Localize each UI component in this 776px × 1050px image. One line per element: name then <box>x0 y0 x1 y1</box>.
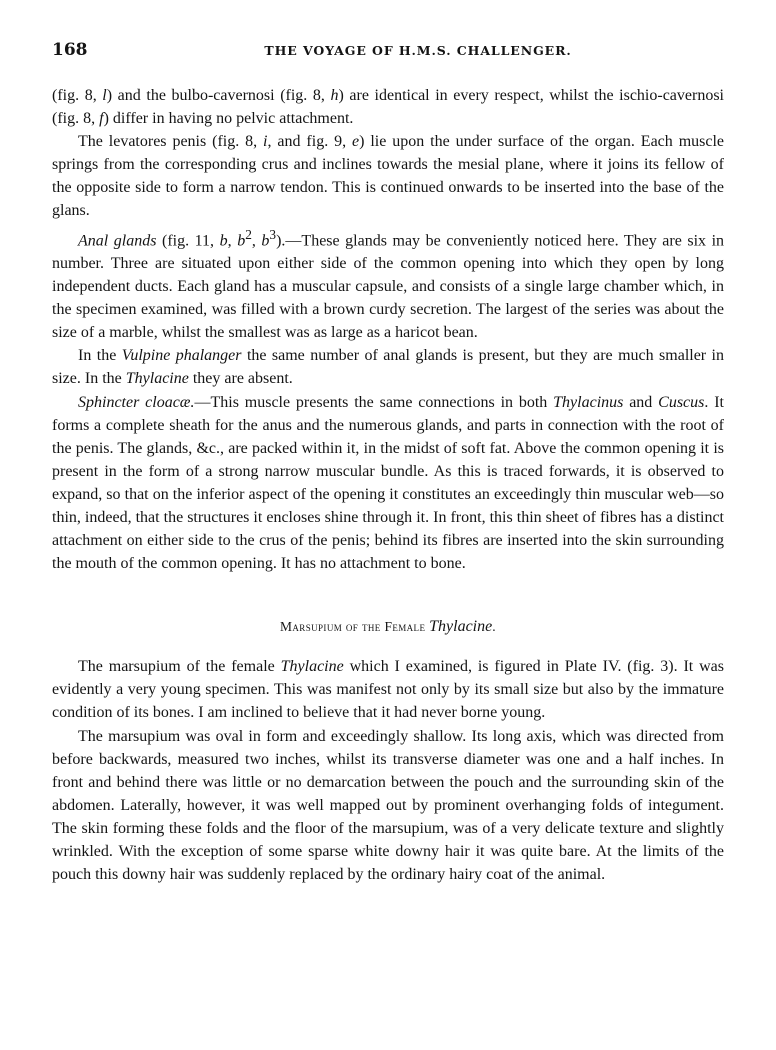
paragraph-sphincter-cloacae: Sphincter cloacæ.—This muscle presents the same connections in both Thylacinus and Cuscus. It forms a complete sheath for the anus and the numerous glands, and parts in connection with the root of the penis. The glands, &c., are packed within it, in the midst of soft fat. Above the common opening it is present in the form of a strong narrow muscular bundle. As this is traced forwards, it is observed to expand, so that on the inferior aspect of the opening it constitutes an exceedingly thin muscular web—so thin, indeed, that the structures it encloses shine through it. In front, this thin sheet of fibres has a distinct attachment on either side to the crus of the penis; behind its fibres are inserted into the skin surrounding the mouth of the common opening. It has no attachment to bone. <box>52 393 724 573</box>
paragraph-levatores-penis: The levatores penis (fig. 8, i, and fig. 9, e) lie upon the under surface of the organ. Each muscle springs from the corresponding crus and inclines towards the mesial plane, where it joins its fellow of the opposite side to form a narrow tendon. This is continued onwards to be inserted into the base of the glans. <box>52 133 725 220</box>
paragraph-vulpine-phalanger: In the Vulpine phalanger the same number of anal glands is present, but they are much smaller in size. In the Thylacine they are absent. <box>52 347 725 388</box>
page-header <box>52 40 724 64</box>
page-body <box>52 84 724 886</box>
paragraph-marsupium-intro: The marsupium of the female Thylacine which I examined, is figured in Plate IV. (fig. 3). It was evidently a very young specimen. This was manifest not only by its small size but also by the immature condition of its bones. I am inclined to believe that it had never borne young. <box>52 658 725 722</box>
section-heading: Marsupium of the Female Thylacine. <box>280 618 496 636</box>
running-title: THE VOYAGE OF H.M.S. CHALLENGER. <box>264 43 572 58</box>
page-number: 168 <box>52 40 88 60</box>
paragraph-anal-glands: Anal glands (fig. 11, b, $b^2$, $b^3).—These$ glands may be conveniently noticed here. They are six in number. Three are situated upon either side of the common opening into which they open by long independent ducts. Each gland has a muscular capsule, and consists of a single large chamber which, in the specimen examined, was filled with a brown curdy secretion. The largest of the series was about the size of a marble, whilst the smallest was as large as a haricot bean. <box>52 226 725 342</box>
paragraph-muscles-continued: (fig. 8, l) and the bulbo-cavernosi (fig. 8, h) are identical in every respect, whilst the ischio-cavernosi (fig. 8, f) differ in having no pelvic attachment. <box>52 87 724 128</box>
paragraph-marsupium-form: The marsupium was oval in form and exceedingly shallow. Its long axis, which was directed from before backwards, measured two inches, whilst its transverse diameter was one and a half inches. In front and behind there was little or no demarcation between the pouch and the surrounding skin of the abdomen. Laterally, however, it was well mapped out by prominent overhanging folds of integument. The skin forming these folds and the floor of the marsupium, was of a very delicate texture and slightly wrinkled. With the exception of some sparse white downy hair it was quite bare. At the limits of the pouch this downy hair was suddenly replaced by the ordinary hairy coat of the animal. <box>52 727 724 884</box>
